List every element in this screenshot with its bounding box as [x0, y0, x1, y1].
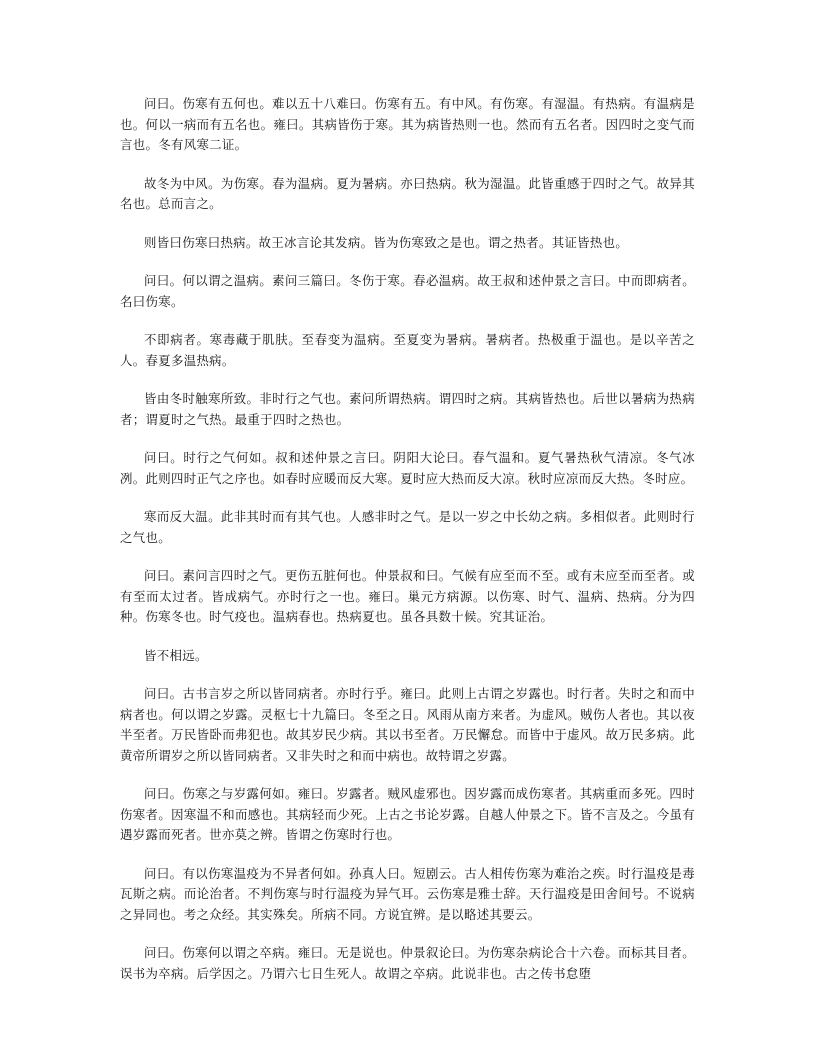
- paragraph-12: 问曰。伤寒之与岁露何如。雍曰。岁露者。贼风虚邪也。因岁露而成伤寒者。其病重而多死。四时伤寒者。因寒温不和而感也。其病轻而少死。上古之书论岁露。自越人仲景之下。皆不言及之。今虽有遇岁露而死者。世亦莫之辨。皆谓之伤寒时行也。: [120, 786, 695, 842]
- paragraph-3: 则皆曰伤寒曰热病。故王冰言论其发病。皆为伤寒致之是也。谓之热者。其证皆热也。: [144, 234, 629, 250]
- paragraph-2: 故冬为中风。为伤寒。春为温病。夏为暑病。亦曰热病。秋为湿温。此皆重感于四时之气。故异其名也。总而言之。: [120, 175, 695, 211]
- paragraph-4: 问曰。何以谓之温病。素问三篇曰。冬伤于寒。春必温病。故王叔和述仲景之言曰。中而即病者。名曰伤寒。: [120, 273, 695, 309]
- paragraph-9: 问曰。素问言四时之气。更伤五脏何也。仲景叔和曰。气候有应至而不至。或有未应至而至者。或有至而太过者。皆成病气。亦时行之一也。雍曰。巢元方病源。以伤寒、时气、温病、热病。分为四种。伤寒冬也。时气疫也。温病春也。热病夏也。虽各具数十候。究其证治。: [120, 568, 695, 624]
- paragraph-11: 问曰。古书言岁之所以皆同病者。亦时行乎。雍曰。此则上古谓之岁露也。时行者。失时之和而中病者也。何以谓之岁露。灵枢七十九篇曰。冬至之日。风雨从南方来者。为虚风。贼伤人者也。其以夜半至者。万民皆卧而弗犯也。故其岁民少病。其以书至者。万民懈怠。而皆中于虚风。故万民多病。此黄帝所谓岁之所以皆同病者。又非失时之和而中病也。故特谓之岁露。: [120, 686, 695, 763]
- paragraph-8: 寒而反大温。此非其时而有其气也。人感非时之气。是以一岁之中长幼之病。多相似者。此则时行之气也。: [120, 509, 695, 545]
- paragraph-6: 皆由冬时触寒所致。非时行之气也。素问所谓热病。谓四时之病。其病皆热也。后世以暑病为热病者；谓夏时之气热。最重于四时之热也。: [120, 391, 695, 427]
- paragraph-10: 皆不相远。: [144, 647, 208, 663]
- paragraph-14: 问曰。伤寒何以谓之卒病。雍曰。无是说也。仲景叙论曰。为伤寒杂病论合十六卷。而标其目者。误书为卒病。后学因之。乃谓六七日生死人。故谓之卒病。此说非也。古之传书怠堕: [120, 945, 695, 981]
- paragraph-7: 问曰。时行之气何如。叔和述仲景之言曰。阴阳大论曰。春气温和。夏气暑热秋气清凉。冬气冰冽。此则四时正气之序也。如春时应暖而反大寒。夏时应大热而反大凉。秋时应凉而反大热。冬时应。: [120, 450, 695, 486]
- paragraph-5: 不即病者。寒毒藏于肌肤。至春变为温病。至夏变为暑病。暑病者。热极重于温也。是以辛苦之人。春夏多温热病。: [120, 332, 695, 368]
- paragraph-1: 问曰。伤寒有五何也。难以五十八难曰。伤寒有五。有中风。有伤寒。有湿温。有热病。有温病是也。何以一病而有五名也。雍曰。其病皆伤于寒。其为病皆热则一也。然而有五名者。因四时之变气而言也。冬有风寒二证。: [120, 96, 695, 152]
- paragraph-13: 问曰。有以伤寒温疫为不异者何如。孙真人曰。短剧云。古人相传伤寒为难治之疾。时行温疫是毒瓦斯之病。而论治者。不判伤寒与时行温疫为异气耳。云伤寒是雅士辞。天行温疫是田舍间号。不说病之异同也。考之众经。其实殊矣。所病不同。方说宜辨。是以略述其要云。: [120, 865, 695, 922]
- document-page: [120, 94, 695, 1002]
